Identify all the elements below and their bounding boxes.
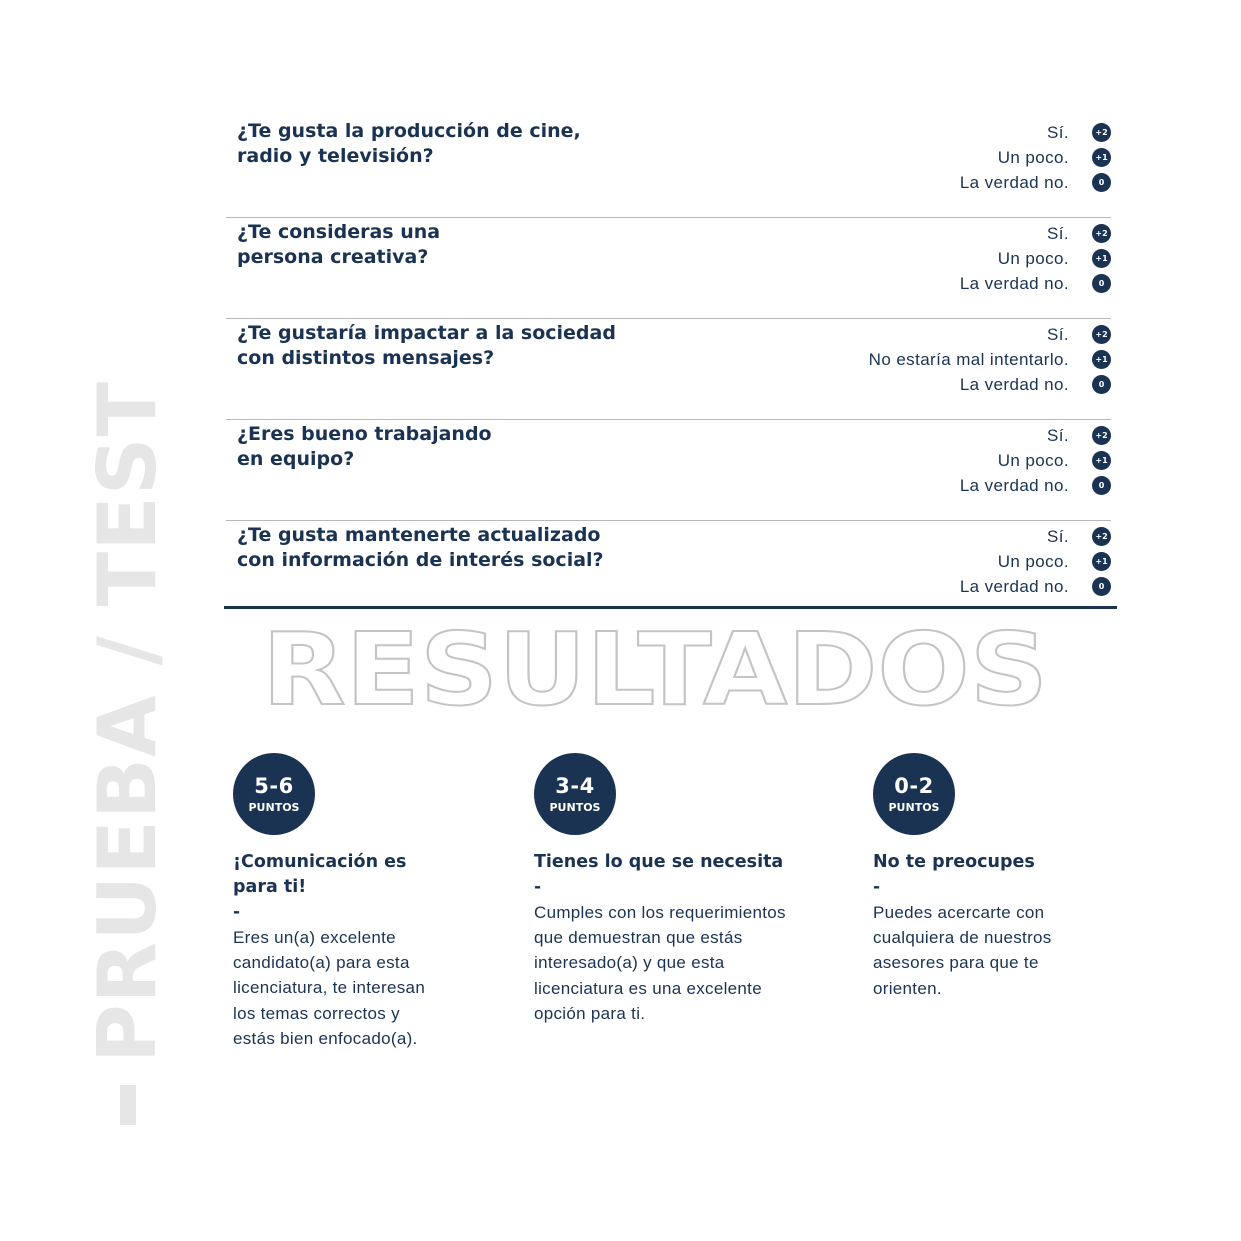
- answer-option[interactable]: [869, 347, 1111, 372]
- result-title: [873, 850, 1093, 875]
- answer-label: Sí.: [1047, 425, 1069, 445]
- result-body-line: Puedes acercarte con: [873, 903, 1045, 922]
- results-heading: [255, 622, 1055, 718]
- result-body-line: licenciatura, te interesan: [233, 978, 426, 998]
- score-badge: 0: [1092, 375, 1111, 394]
- question-row: [226, 420, 1111, 521]
- answer-option[interactable]: [960, 221, 1111, 246]
- result-title-line: ¡Comunicación es: [233, 852, 407, 872]
- question-line: con información de interés social?: [237, 549, 604, 571]
- points-range: 3-4: [555, 773, 595, 798]
- question-line: radio y televisión?: [237, 145, 434, 167]
- answer-option[interactable]: [960, 246, 1111, 271]
- question-text: [237, 523, 677, 573]
- result-dash: -: [233, 902, 241, 922]
- result-description: [873, 900, 1093, 1001]
- result-card: [873, 753, 1093, 1001]
- question-line: ¿Te gusta la producción de cine,: [237, 120, 581, 142]
- question-row: [226, 319, 1111, 420]
- question-text: [237, 321, 677, 371]
- points-badge: [534, 753, 616, 835]
- question-row: [226, 521, 1111, 614]
- result-title: [534, 850, 824, 875]
- question-text: [237, 119, 677, 169]
- question-line: ¿Te consideras una: [237, 221, 441, 243]
- question-line: ¿Eres bueno trabajando: [237, 423, 492, 445]
- result-card: [233, 753, 463, 1051]
- result-title-line: para ti!: [233, 877, 307, 897]
- score-badge: 0: [1092, 577, 1111, 596]
- score-badge: +1: [1092, 148, 1111, 167]
- result-dash: -: [534, 877, 542, 897]
- answer-option[interactable]: [960, 170, 1111, 195]
- points-range: 0-2: [894, 773, 934, 798]
- score-badge: +2: [1092, 123, 1111, 142]
- question-text: [237, 220, 677, 270]
- question-line: persona creativa?: [237, 246, 429, 268]
- question-line: con distintos mensajes?: [237, 347, 495, 369]
- results-heading-svg: [255, 622, 1055, 718]
- result-title-line: No te preocupes: [873, 852, 1035, 872]
- result-body-line: interesado(a) y que esta: [534, 953, 725, 973]
- points-badge: [233, 753, 315, 835]
- result-body-line: que demuestran que estás: [534, 928, 743, 948]
- question-row: [226, 218, 1111, 319]
- answer-label: La verdad no.: [959, 374, 1069, 394]
- result-body-line: orienten.: [873, 978, 942, 998]
- section-divider: [224, 606, 1117, 609]
- result-body-line: asesores para que te: [873, 953, 1039, 973]
- score-badge: +2: [1092, 325, 1111, 344]
- answer-label: La verdad no.: [959, 576, 1069, 596]
- answer-list: [960, 524, 1111, 599]
- result-body-line: candidato(a) para esta: [233, 953, 410, 973]
- question-line: ¿Te gusta mantenerte actualizado: [237, 524, 601, 546]
- answer-option[interactable]: [960, 448, 1111, 473]
- score-badge: +1: [1092, 451, 1111, 470]
- answer-option[interactable]: [960, 145, 1111, 170]
- result-body-line: los temas correctos y: [233, 1003, 400, 1023]
- result-description: [534, 900, 824, 1026]
- points-unit: PUNTOS: [248, 800, 300, 814]
- answer-option[interactable]: [960, 271, 1111, 296]
- answer-label: No estaría mal intentarlo.: [868, 349, 1069, 369]
- points-badge: [873, 753, 955, 835]
- score-badge: +1: [1092, 249, 1111, 268]
- answer-option[interactable]: [869, 372, 1111, 397]
- points-unit: PUNTOS: [549, 800, 601, 814]
- result-body-line: Cumples con los requerimientos: [534, 903, 786, 922]
- answer-option[interactable]: [960, 423, 1111, 448]
- side-title: [81, 125, 174, 1125]
- score-badge: 0: [1092, 274, 1111, 293]
- answer-option[interactable]: [960, 549, 1111, 574]
- answer-label: Sí.: [1047, 223, 1069, 243]
- answer-list: [960, 120, 1111, 195]
- question-line: en equipo?: [237, 448, 355, 470]
- points-range: 5-6: [254, 773, 294, 798]
- score-badge: +2: [1092, 426, 1111, 445]
- question-line: ¿Te gustaría impactar a la sociedad: [237, 322, 616, 344]
- result-description: [233, 925, 463, 1051]
- score-badge: +1: [1092, 552, 1111, 571]
- answer-label: Sí.: [1047, 526, 1069, 546]
- answer-option[interactable]: [960, 524, 1111, 549]
- answer-option[interactable]: [869, 322, 1111, 347]
- answer-list: [960, 423, 1111, 498]
- question-row: [226, 117, 1111, 218]
- score-badge: 0: [1092, 476, 1111, 495]
- answer-label: Sí.: [1047, 324, 1069, 344]
- score-badge: +1: [1092, 350, 1111, 369]
- answer-label: La verdad no.: [959, 172, 1069, 192]
- score-badge: +2: [1092, 527, 1111, 546]
- result-title: [233, 850, 463, 900]
- question-text: [237, 422, 677, 472]
- answer-label: Un poco.: [997, 248, 1069, 268]
- side-title-text: PRUEBA / TEST: [81, 380, 174, 1063]
- result-card: [534, 753, 824, 1026]
- side-title-bar: [120, 1085, 136, 1125]
- answer-label: Un poco.: [997, 450, 1069, 470]
- answer-option[interactable]: [960, 120, 1111, 145]
- result-body-line: estás bien enfocado(a).: [233, 1028, 418, 1048]
- result-title-line: Tienes lo que se necesita: [534, 852, 784, 872]
- result-dash: -: [873, 877, 881, 897]
- points-unit: PUNTOS: [888, 800, 940, 814]
- answer-label: Sí.: [1047, 122, 1069, 142]
- answer-label: Un poco.: [997, 551, 1069, 571]
- answer-label: La verdad no.: [959, 475, 1069, 495]
- result-body-line: cualquiera de nuestros: [873, 928, 1052, 948]
- score-badge: 0: [1092, 173, 1111, 192]
- answer-label: La verdad no.: [959, 273, 1069, 293]
- score-badge: +2: [1092, 224, 1111, 243]
- result-body-line: Eres un(a) excelente: [233, 928, 396, 947]
- questionnaire: [226, 117, 1111, 614]
- result-body-line: licenciatura es una excelente: [534, 978, 762, 998]
- answer-option[interactable]: [960, 574, 1111, 599]
- answer-list: [869, 322, 1111, 397]
- results-heading-text: RESULTADOS: [262, 622, 1048, 718]
- result-body-line: opción para ti.: [534, 1003, 646, 1023]
- answer-list: [960, 221, 1111, 296]
- answer-option[interactable]: [960, 473, 1111, 498]
- answer-label: Un poco.: [997, 147, 1069, 167]
